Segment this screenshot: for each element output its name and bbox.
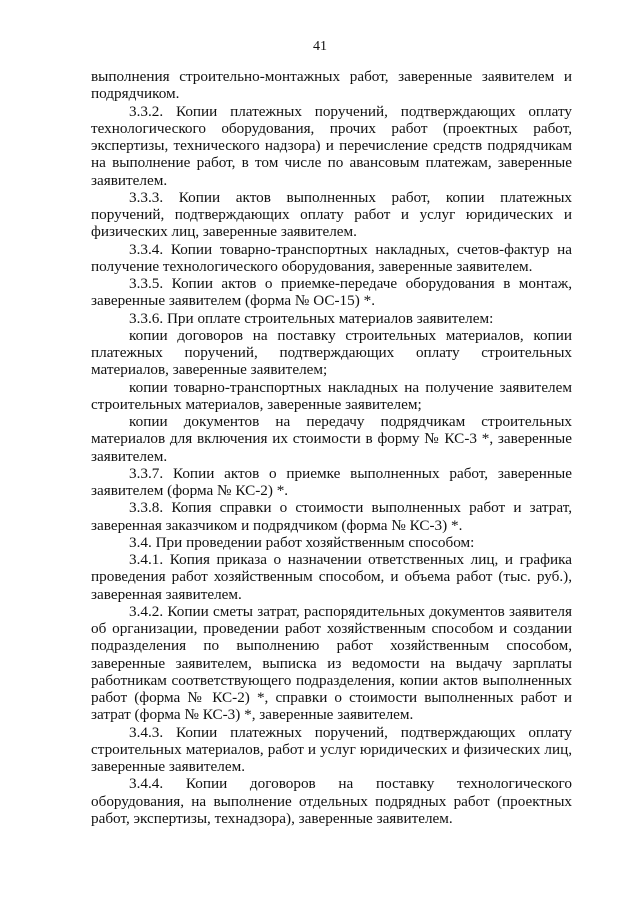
paragraph-3-4-4: 3.4.4. Копии договоров на поставку технологического оборудования, на выполнение отдельных подрядных работ (проектных работ, экспертизы, технадзора), заверенные заявителем. — [91, 775, 572, 827]
document-body — [91, 68, 572, 827]
page-number: 41 — [313, 39, 327, 54]
paragraph-3-3-6-item-2: копии товарно-транспортных накладных на получение заявителем строительных материалов, заверенные заявителем; — [91, 378, 572, 413]
paragraph-3-4-1: 3.4.1. Копия приказа о назначении ответственных лиц, и графика проведения работ хозяйственным способом, и объема работ (тыс. руб.), заверенная заявителем. — [91, 551, 572, 603]
paragraph-3-4: 3.4. При проведении работ хозяйственным способом: — [129, 533, 475, 551]
paragraph-3-3-7: 3.3.7. Копии актов о приемке выполненных работ, заверенные заявителем (форма № КС-2) *. — [91, 464, 572, 499]
paragraph-3-3-2: 3.3.2. Копии платежных поручений, подтверждающих оплату технологического оборудования, прочих работ (проектных работ, экспертизы, технического надзора) и перечисление средств подрядчикам на выполнение работ, в том числе по авансовым платежам, заверенные заявителем. — [91, 102, 572, 189]
paragraph-3-3-6: 3.3.6. При оплате строительных материалов заявителем: — [129, 309, 494, 327]
paragraph-3-3-8: 3.3.8. Копия справки о стоимости выполненных работ и затрат, заверенная заказчиком и подрядчиком (форма № КС-3) *. — [91, 499, 572, 534]
paragraph-3-3-3: 3.3.3. Копии актов выполненных работ, копии платежных поручений, подтверждающих оплату работ и услуг юридических и физических лиц, заверенные заявителем. — [91, 188, 572, 241]
paragraph-continuation: выполнения строительно-монтажных работ, заверенные заявителем и подрядчиком. — [91, 68, 572, 103]
paragraph-3-4-3: 3.4.3. Копии платежных поручений, подтверждающих оплату строительных материалов, работ и услуг юридических и физических лиц, заверенные заявителем. — [91, 723, 572, 775]
paragraph-3-3-6-item-3: копии документов на передачу подрядчикам строительных материалов для включения их стоимости в форму № КС-3 *, заверенные заявителем. — [91, 413, 572, 465]
paragraph-3-3-6-item-1: копии договоров на поставку строительных материалов, копии платежных поручений, подтверждающих оплату строительных материалов, заверенные заявителем; — [91, 326, 572, 379]
paragraph-3-3-4: 3.3.4. Копии товарно-транспортных накладных, счетов-фактур на получение технологического оборудования, заверенные заявителем. — [91, 240, 572, 275]
paragraph-3-4-2: 3.4.2. Копии сметы затрат, распорядительных документов заявителя об организации, проведении работ хозяйственным способом и создании подразделения по выполнению работ хозяйственным способом, заверенные заявителем, выписка из ведомости на выдачу зарплаты работникам соответствующего подразделения, копии актов выполненных работ (форма № КС-2) *, справки о стоимости выполненных работ и затрат (форма № КС-3) *, заверенные заявителем. — [91, 602, 572, 724]
paragraph-3-3-5: 3.3.5. Копии актов о приемке-передаче оборудования в монтаж, заверенные заявителем (форма № ОС-15) *. — [91, 275, 572, 310]
